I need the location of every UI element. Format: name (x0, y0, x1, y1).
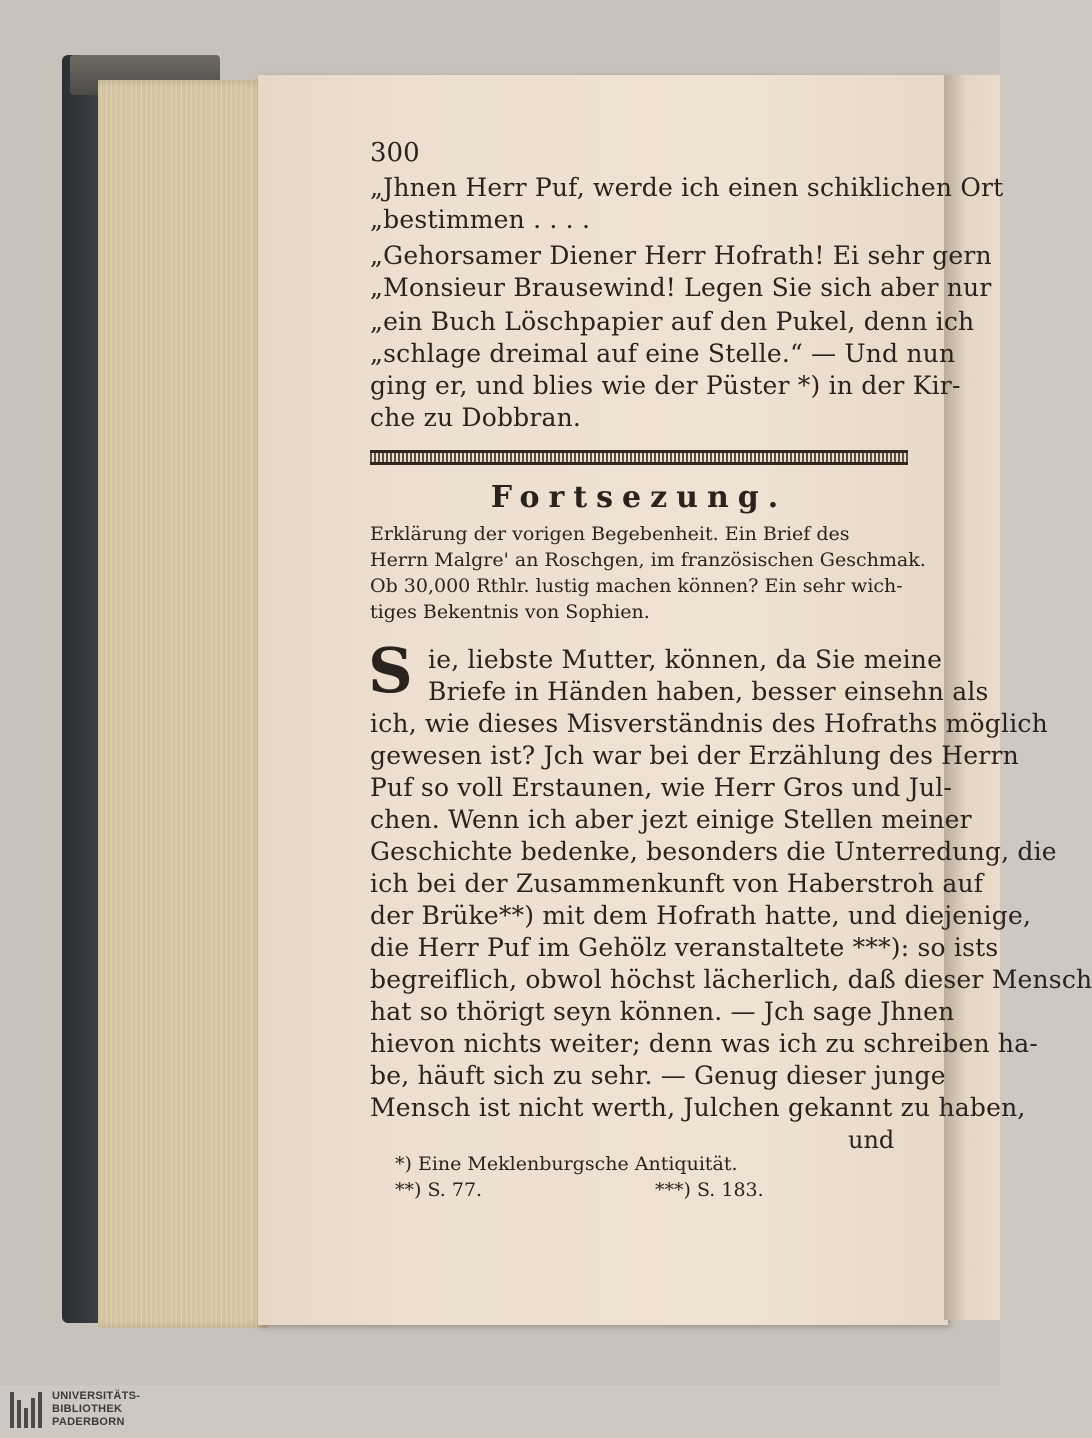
body-line: Geschichte bedenke, besonders die Unterredung, die (370, 837, 1057, 866)
body-line: be, häuft sich zu sehr. — Genug dieser junge (370, 1061, 946, 1090)
summary-line: Erklärung der vorigen Begebenheit. Ein Brief des (370, 523, 850, 545)
body-line: Briefe in Händen haben, besser einsehn als (428, 677, 989, 706)
text-line: ging er, und blies wie der Püster *) in der Kir- (370, 371, 961, 400)
catchword: und (848, 1126, 895, 1154)
decorative-rule (370, 450, 908, 465)
body-line: gewesen ist? Jch war bei der Erzählung des Herrn (370, 741, 1019, 770)
logo-line: PADERBORN (52, 1416, 125, 1428)
text-line: „ein Buch Löschpapier auf den Pukel, denn ich (370, 307, 975, 336)
body-line: hat so thörigt seyn können. — Jch sage Jhnen (370, 997, 955, 1026)
body-line: chen. Wenn ich aber jezt einige Stellen meiner (370, 805, 972, 834)
body-line: Mensch ist nicht werth, Julchen gekannt zu haben, (370, 1093, 1026, 1122)
body-line: der Brüke**) mit dem Hofrath hatte, und diejenige, (370, 901, 1032, 930)
body-line: ie, liebste Mutter, können, da Sie meine (428, 645, 943, 674)
body-line: begreiflich, obwol höchst lächerlich, daß dieser Mensch (370, 965, 1092, 994)
text-line: „Jhnen Herr Puf, werde ich einen schiklichen Ort (370, 173, 1004, 202)
library-logo-icon (10, 1392, 42, 1428)
text-line: „schlage dreimal auf eine Stelle.“ — Und nun (370, 339, 956, 368)
page-number: 300 (370, 138, 420, 168)
body-line: Puf so voll Erstaunen, wie Herr Gros und Jul- (370, 773, 953, 802)
chapter-heading: Fortsezung. (490, 480, 788, 515)
text-line: che zu Dobbran. (370, 403, 582, 432)
text-line: „Monsieur Brausewind! Legen Sie sich aber nur (370, 273, 992, 302)
body-line: ich, wie dieses Misverständnis des Hofraths möglich (370, 709, 1048, 738)
text-line: „Gehorsamer Diener Herr Hofrath! Ei sehr gern (370, 241, 992, 270)
drop-cap: S (368, 634, 413, 707)
body-line: ich bei der Zusammenkunft von Haberstroh auf (370, 869, 984, 898)
library-logo-text (52, 1390, 140, 1429)
logo-line: BIBLIOTHEK (52, 1403, 123, 1415)
text-line: „bestimmen . . . . (370, 205, 591, 234)
footnote: *) Eine Meklenburgsche Antiquität. (395, 1153, 738, 1175)
body-line: hievon nichts weiter; denn was ich zu schreiben ha- (370, 1029, 1038, 1058)
footnote: **) S. 77. (395, 1179, 483, 1201)
summary-line: Ob 30,000 Rthlr. lustig machen können? Ein sehr wich- (370, 575, 903, 597)
footnote: ***) S. 183. (655, 1179, 764, 1201)
library-logo (10, 1390, 190, 1432)
summary-line: tiges Bekentnis von Sophien. (370, 601, 650, 623)
summary-line: Herrn Malgre' an Roschgen, im französischen Geschmak. (370, 549, 926, 571)
logo-line: UNIVERSITÄTS- (52, 1390, 141, 1402)
body-line: die Herr Puf im Gehölz veranstaltete ***): so ists (370, 933, 999, 962)
